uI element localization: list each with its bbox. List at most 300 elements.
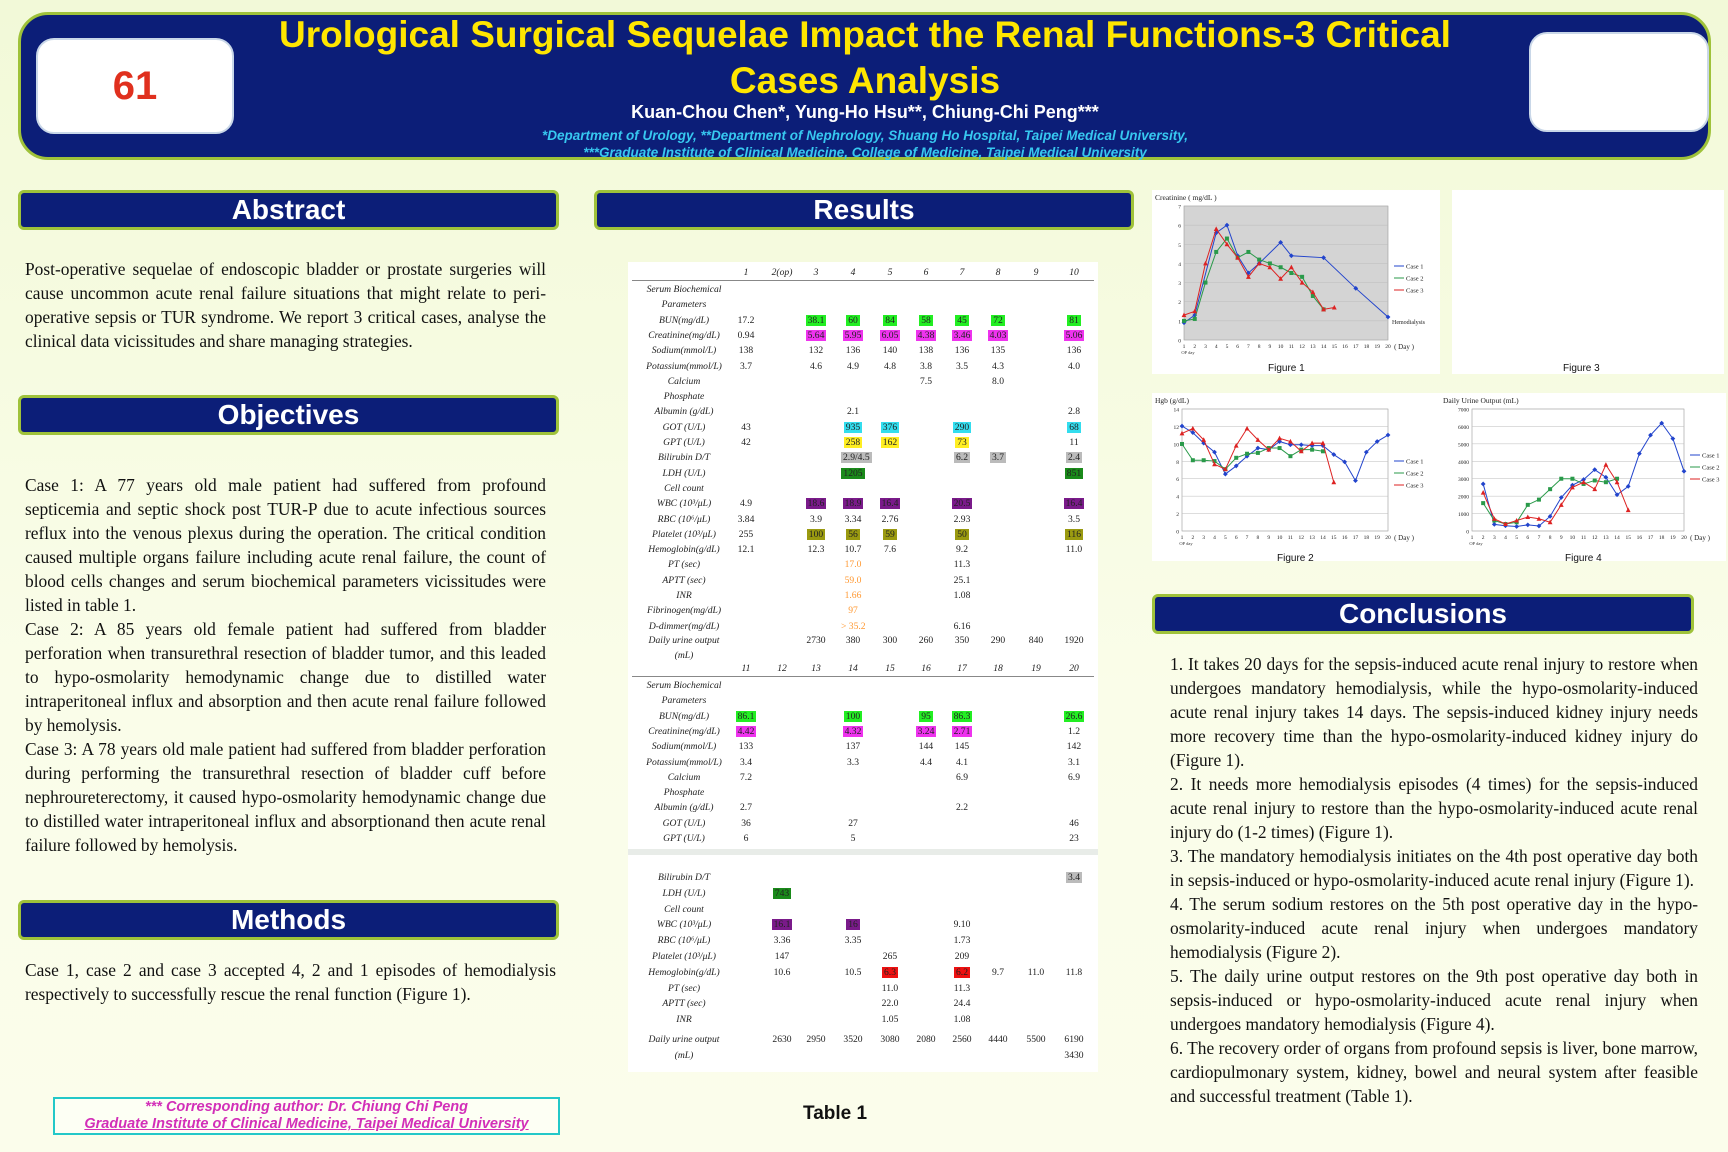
table-cell: 5.06: [1065, 329, 1083, 341]
table-cell: 1.05: [881, 1014, 899, 1026]
legend-label: Case 3: [1702, 476, 1720, 484]
data-point: [1604, 480, 1608, 484]
table-row: [628, 635, 1098, 649]
x-tick-label: 3: [1204, 344, 1207, 350]
table-cell: 11.0: [1065, 544, 1083, 556]
y-tick-label: 6: [1178, 223, 1181, 230]
table-cell: 4.8: [884, 360, 896, 372]
table-row: [628, 621, 1098, 635]
table-row: [628, 833, 1098, 847]
day-header: 8: [995, 267, 1001, 278]
chart-title: Hgb (g/dL): [1155, 396, 1189, 405]
row-label: RBC (10⁶/μL): [657, 935, 711, 947]
x-tick-label: 7: [1245, 535, 1249, 541]
table-cell: 935: [845, 421, 861, 433]
x-tick-label: 17: [1352, 535, 1359, 541]
results-heading: Results: [594, 190, 1134, 230]
day-header: 7: [959, 267, 965, 278]
table-cell: 4.9: [847, 360, 859, 372]
chart-title: Creatinine ( mg/dL ): [1155, 193, 1217, 202]
y-tick-label: 3: [1178, 281, 1181, 288]
data-point: [1256, 451, 1260, 455]
x-tick-label: 1: [1180, 535, 1184, 541]
table-cell: 2730: [806, 634, 826, 646]
table-cell: 3.7: [992, 452, 1004, 464]
data-point: [1548, 487, 1552, 491]
table-cell: 209: [954, 951, 970, 962]
table-cell: 136: [954, 345, 970, 357]
day-header: 15: [885, 663, 895, 674]
objectives-case3: Case 3: A 78 years old male patient had suffered from bladder perforation during performing the transurethral resection of bladder cuff before nephroureterectomy, it caused hypo-osmolarity hemodynamic change due to distilled water intraperitoneal influx and absorptionand then acute renal failure followed by hemolysis.: [25, 739, 546, 855]
table-cell: 380: [845, 634, 861, 646]
table-cell: 3.9: [810, 513, 822, 525]
x-tick-label: 14: [1614, 535, 1620, 541]
row-label: Sodium(mmol/L): [651, 741, 717, 753]
table-row: [628, 802, 1098, 816]
table-row: [628, 468, 1098, 482]
table-cell: 68: [1069, 421, 1079, 433]
row-label: WBC (10³/μL): [656, 919, 712, 931]
table-cell: 6.2: [956, 452, 968, 464]
table-cell: 86.3: [953, 710, 971, 722]
table-cell: 2.1: [847, 406, 859, 418]
data-point: [1214, 250, 1218, 254]
x-tick-label: 8: [1257, 344, 1261, 350]
day-header: 5: [887, 267, 893, 278]
row-label: GPT (U/L): [663, 833, 705, 844]
affiliations: [250, 127, 1480, 161]
day-header: 20: [1069, 663, 1079, 674]
table-cell: 9.2: [956, 544, 968, 556]
table-row: [628, 711, 1098, 725]
day-header: 16: [921, 663, 931, 674]
y-tick-label: 7: [1178, 204, 1181, 211]
table-row: [628, 680, 1098, 694]
x-tick-label: 16: [1636, 535, 1643, 541]
table-cell: 3.24: [917, 725, 935, 737]
table-cell: 290: [990, 634, 1006, 646]
y-tick-label: 4: [1178, 261, 1181, 268]
table-cell: 1.08: [953, 590, 971, 601]
x-tick-label: 6: [1236, 344, 1240, 350]
table-cell: 42: [741, 437, 751, 448]
x-tick-label: 20: [1385, 344, 1391, 350]
day-header: 2(op): [771, 267, 793, 278]
affiliation-line-1: *Department of Urology, **Department of Nephrology, Shuang Ho Hospital, Taipei Medical University,: [541, 128, 1189, 143]
table-cell: 100: [845, 710, 861, 722]
table-cell: 2.4: [1068, 452, 1080, 464]
row-label: LDH (U/L): [662, 887, 706, 899]
conclusions-heading: Conclusions: [1152, 594, 1694, 634]
x-tick-label: 14: [1320, 535, 1326, 541]
row-label: Cell count: [664, 482, 704, 494]
data-point: [1193, 317, 1197, 321]
x-axis-label: ( Day ): [1394, 534, 1414, 542]
x-tick-label: 5: [1225, 344, 1229, 350]
x-tick-label: 7: [1537, 535, 1541, 541]
table-cell: 3520: [843, 1034, 863, 1046]
row-label: Potassium(mmol/L): [646, 756, 722, 768]
table-cell: 3430: [1064, 1050, 1084, 1061]
table-cell: 11.3: [953, 559, 971, 571]
row-label: WBC (10³/μL): [656, 498, 712, 510]
row-label: PT (sec): [667, 559, 701, 571]
table-rule: [632, 280, 1094, 281]
table-cell: 3.46: [953, 329, 971, 341]
table-row: [628, 590, 1098, 604]
x-tick-label: 15: [1331, 535, 1337, 541]
table-row: [628, 514, 1098, 528]
x-tick-label: 17: [1353, 344, 1359, 350]
table-cell: 6.2: [956, 966, 968, 978]
table-cell: 18.9: [844, 498, 862, 510]
table-cell: 58: [921, 314, 931, 326]
table-cell: 56: [848, 528, 858, 540]
conclusion-item: 6. The recovery order of organs from profound sepsis is liver, bone marrow, cardiopulmonary system, kidney, bowel and neural system after feasible and successful treatment (Table 1).: [1170, 1038, 1698, 1106]
logo-placeholder: [1529, 32, 1709, 132]
conclusions-list: [1170, 652, 1698, 1108]
table-cell: 138: [918, 345, 934, 357]
data-point: [1203, 281, 1207, 285]
x-tick-label: 15: [1625, 535, 1631, 541]
row-label: INR: [676, 590, 692, 601]
table-cell: 260: [918, 634, 934, 646]
table-cell: 16.1: [773, 919, 791, 931]
table-cell: 26.6: [1065, 710, 1083, 722]
table-cell: 27: [848, 817, 858, 829]
x-tick-label: 11: [1580, 535, 1587, 541]
table-cell: 4440: [988, 1034, 1008, 1046]
x-tick-label: 8: [1548, 535, 1552, 541]
table-cell: 3.36: [773, 935, 791, 947]
legend-label: Case 1: [1406, 458, 1424, 466]
figure-4-chart: [1440, 393, 1726, 561]
table-row: [628, 452, 1098, 466]
table-cell: 10.7: [844, 544, 862, 556]
table-cell: 6: [743, 833, 749, 844]
day-header: 14: [848, 663, 858, 674]
table-row: [628, 872, 1098, 886]
table-cell: 2630: [772, 1034, 792, 1046]
row-label: Creatinine(mg/dL): [648, 329, 720, 341]
table-cell: 11: [1069, 437, 1079, 448]
table-cell: 22.0: [881, 998, 899, 1010]
table-cell: 255: [738, 528, 754, 540]
table-separator: [628, 849, 1098, 855]
table-row: [628, 422, 1098, 436]
y-tick-label: 8: [1176, 459, 1179, 466]
table-cell: 4.4: [920, 756, 932, 768]
table-cell: 8.0: [992, 375, 1004, 387]
table-header-row: [628, 663, 1098, 677]
x-tick-label: 12: [1299, 344, 1305, 350]
row-label: Serum Biochemical: [646, 680, 722, 691]
data-point: [1182, 319, 1186, 323]
table-cell: 12.1: [737, 544, 755, 556]
y-tick-label: 2000: [1458, 494, 1469, 501]
table-row: [628, 391, 1098, 405]
table-row: [628, 376, 1098, 390]
row-label: Bilirubin D/T: [658, 452, 710, 464]
table-cell: 2.8: [1068, 406, 1080, 418]
x-tick-label: 12: [1591, 535, 1598, 541]
table-cell: 135: [990, 345, 1006, 357]
authors: Kuan-Chou Chen*, Yung-Ho Hsu**, Chiung-Chi Peng***: [631, 102, 1099, 122]
legend-label: Case 3: [1406, 482, 1424, 490]
table-cell: 43: [741, 421, 751, 433]
x-tick-label: 8: [1256, 535, 1260, 541]
row-label: Fibrinogen(mg/dL): [646, 605, 722, 617]
table-cell: 9.7: [992, 966, 1004, 978]
day-header: 13: [811, 663, 821, 674]
data-point: [1225, 237, 1229, 241]
table-row: [628, 406, 1098, 420]
row-label: APTT (sec): [662, 998, 706, 1010]
table-cell: 17.2: [737, 314, 755, 326]
table-cell: 142: [1066, 741, 1082, 753]
table-row: [628, 315, 1098, 329]
table-cell: 136: [1066, 345, 1082, 357]
figure-1-chart: [1152, 190, 1440, 374]
table-cell: 81: [1069, 314, 1079, 326]
table-cell: 17.0: [844, 559, 862, 571]
table-row: [628, 951, 1098, 965]
row-label: BUN(mg/dL): [658, 710, 710, 722]
row-label: Hemoglobin(g/dL): [648, 966, 720, 978]
x-note: OP day: [1469, 541, 1483, 546]
plot-area: [1182, 409, 1388, 531]
data-point: [1234, 456, 1238, 460]
table-cell: 4.0: [1068, 360, 1080, 372]
row-label: Phosphate: [663, 787, 705, 799]
affiliation-line-2: ***Graduate Institute of Clinical Medicine, College of Medicine, Taipei Medical University: [583, 145, 1147, 160]
table-row: [628, 757, 1098, 771]
x-tick-label: 10: [1569, 535, 1576, 541]
methods-heading: Methods: [18, 900, 559, 940]
day-header: 12: [777, 663, 787, 674]
table-cell: 6.3: [884, 966, 896, 978]
table-cell: 1.08: [953, 1014, 971, 1026]
table-row: [628, 361, 1098, 375]
table-row: [628, 983, 1098, 997]
objectives-case2: Case 2: A 85 years old female patient had suffered from bladder perforation when transurethral resection of bladder tumor, and this leaded to hypo-osmolarity hemodynamic change due to distilled water intraperitoneal influx and absorption and then acute renal failure followed by hemolysis.: [25, 619, 546, 735]
table-cell: 2.2: [956, 802, 968, 814]
table-row: [628, 284, 1098, 298]
table-cell: 59: [885, 528, 895, 540]
table-cell: 11.0: [1027, 966, 1045, 978]
day-header: 4: [850, 267, 856, 278]
table-cell: 12.3: [807, 544, 825, 556]
x-tick-label: 3: [1202, 535, 1206, 541]
conclusion-item: 5. The daily urine output restores on the 9th post operative day both in sepsis-induced or hypo-osmolarity-induced acute renal injury when undergoes mandatory hemodialysis (Figure 4).: [1170, 966, 1698, 1034]
x-tick-label: 4: [1213, 535, 1216, 541]
row-label: Albumin (g/dL): [654, 802, 714, 814]
x-tick-label: 1: [1470, 535, 1474, 541]
table-row: [628, 544, 1098, 558]
x-note: OP day: [1181, 350, 1195, 355]
abstract-text: Post-operative sequelae of endoscopic bladder or prostate surgeries will cause uncommon acute renal failure situations that might relate to peri-operative sepsis or TUR syndrome. We report 3 critical cases, analyse the clinical data vicissitudes and share managing strategies.: [25, 259, 546, 351]
table-cell: 376: [882, 421, 898, 433]
data-point: [1191, 458, 1195, 462]
table-row: [628, 1014, 1098, 1028]
table-cell: 3.4: [1068, 872, 1080, 883]
table-cell: 1.73: [953, 935, 971, 947]
table-cell: 100: [808, 528, 824, 540]
table-cell: 45: [957, 314, 967, 326]
x-tick-label: 13: [1310, 344, 1316, 350]
table-cell: 3.8: [920, 360, 932, 372]
legend-label: Case 3: [1406, 287, 1424, 295]
corresponding-author-box: [53, 1097, 560, 1135]
data-point: [1310, 448, 1314, 452]
table-row: [628, 1034, 1098, 1048]
x-tick-label: 10: [1276, 535, 1283, 541]
x-tick-label: 7: [1247, 344, 1250, 350]
x-tick-label: 13: [1309, 535, 1315, 541]
table-cell: 1.66: [844, 590, 862, 601]
table-cell: 3.35: [844, 935, 862, 947]
table-row: [628, 605, 1098, 619]
row-label: Parameters: [661, 299, 707, 311]
row-label: Bilirubin D/T: [658, 872, 710, 883]
data-point: [1559, 477, 1563, 481]
y-tick-label: 14: [1173, 407, 1179, 414]
row-label: RBC (10⁶/μL): [657, 513, 711, 525]
table-cell: 9.10: [953, 919, 971, 931]
table-row: [628, 483, 1098, 497]
figure-4-label: Figure 4: [1565, 553, 1602, 564]
table-row: [628, 299, 1098, 313]
x-tick-label: 12: [1298, 535, 1305, 541]
x-tick-label: 16: [1341, 535, 1348, 541]
x-tick-label: 9: [1268, 344, 1272, 350]
table-cell: 137: [845, 741, 861, 753]
y-tick-label: 5000: [1458, 442, 1469, 449]
table-row: [628, 575, 1098, 589]
figure-4: [1440, 393, 1726, 561]
x-tick-label: 20: [1385, 535, 1391, 541]
data-point: [1246, 250, 1250, 254]
table-cell: 3.5: [956, 360, 968, 372]
y-tick-label: 3000: [1458, 477, 1469, 484]
table-row: [628, 498, 1098, 512]
row-label: Potassium(mmol/L): [646, 360, 722, 372]
x-note: OP day: [1179, 541, 1193, 546]
table-cell: 265: [882, 951, 898, 962]
table-cell: 20.5: [953, 498, 971, 510]
row-label: Calcium: [667, 375, 701, 387]
table-cell: 258: [845, 437, 861, 448]
table-cell: 7.5: [920, 375, 932, 387]
table-1: [628, 262, 1098, 1072]
row-label: Platelet (10³/μL): [652, 528, 716, 540]
row-label: BUN(mg/dL): [658, 314, 710, 326]
objectives-text: [25, 473, 546, 857]
table-cell: 97: [848, 605, 858, 617]
table-cell: 2.93: [953, 513, 971, 525]
table-cell: 2.71: [953, 725, 971, 737]
table-cell: 2.9/4.5: [843, 452, 870, 464]
data-point: [1481, 501, 1485, 505]
title-line-2: Cases Analysis: [729, 60, 1001, 101]
x-tick-label: 10: [1277, 344, 1284, 350]
legend-label: Case 1: [1406, 263, 1424, 271]
plot-area: [1472, 409, 1684, 531]
day-header: 1: [743, 267, 749, 278]
table-cell: 2950: [806, 1034, 826, 1046]
y-tick-label: 2: [1176, 512, 1179, 519]
table-cell: 132: [808, 345, 824, 357]
row-label: Serum Biochemical: [646, 284, 722, 295]
table-cell: 136: [845, 345, 861, 357]
title-line-1: Urological Surgical Sequelae Impact the Renal Functions-3 Critical: [279, 14, 1451, 55]
table-cell: 73: [957, 437, 967, 448]
row-label: Sodium(mmol/L): [651, 345, 717, 357]
data-point: [1289, 271, 1293, 275]
table-cell: 2080: [916, 1034, 936, 1046]
table-row: [628, 1050, 1098, 1064]
conclusion-item: 3. The mandatory hemodialysis initiates on the 4th post operative day both in sepsis-induced or hypo-osmolarity-induced acute renal injury (Figure 1).: [1170, 846, 1698, 890]
table-cell: 16.4: [1065, 498, 1083, 510]
x-tick-label: 4: [1214, 344, 1218, 350]
table-cell: 300: [882, 634, 898, 646]
data-point: [1288, 454, 1292, 458]
figure-3: [1452, 190, 1724, 374]
table-cell: 23: [1069, 833, 1079, 844]
x-tick-label: 11: [1287, 535, 1294, 541]
table-cell: 140: [882, 345, 898, 357]
table-cell: 138: [738, 345, 754, 357]
data-point: [1526, 503, 1530, 507]
x-tick-label: 19: [1374, 344, 1381, 350]
table-cell: 4.6: [810, 360, 822, 372]
table-cell: 4.03: [989, 329, 1007, 341]
table-cell: 11.8: [1065, 966, 1083, 978]
x-tick-label: 9: [1559, 535, 1563, 541]
y-tick-label: 0: [1178, 338, 1181, 345]
day-header: 11: [741, 663, 751, 674]
row-label: Creatinine(mg/dL): [648, 725, 720, 737]
y-tick-label: 10: [1173, 442, 1179, 449]
figure-2: [1152, 393, 1440, 561]
table-row: [628, 904, 1098, 918]
data-point: [1245, 452, 1249, 456]
table-cell: 145: [954, 741, 970, 753]
x-tick-label: 18: [1363, 344, 1370, 350]
day-header: 9: [1033, 267, 1039, 278]
table-cell: 3.34: [844, 513, 862, 525]
table-cell: 4.1: [956, 756, 968, 768]
x-tick-label: 5: [1515, 535, 1519, 541]
table-cell: 5.95: [844, 329, 862, 341]
x-tick-label: 17: [1647, 535, 1654, 541]
conclusion-item: 2. It needs more hemodialysis episodes (4 times) for the sepsis-induced acute renal injury to restore than the hypo-osmolarity-induced acute renal injury do (1-2 times) (Figure 1).: [1170, 774, 1698, 842]
table-cell: 95: [921, 710, 931, 722]
x-tick-label: 14: [1320, 344, 1327, 350]
poster-number: 61: [36, 38, 234, 134]
x-tick-label: 4: [1504, 535, 1507, 541]
table-cell: 2560: [952, 1034, 972, 1046]
table-cell: 7.6: [884, 544, 896, 556]
table-1-label: Table 1: [803, 1103, 868, 1124]
x-tick-label: 18: [1363, 535, 1370, 541]
table-cell: 5.64: [807, 329, 825, 341]
table-row: [628, 787, 1098, 801]
legend-label: Case 2: [1406, 470, 1424, 478]
table-cell: 2.76: [881, 513, 899, 525]
y-tick-label: 1000: [1458, 512, 1469, 519]
table-cell: 24.4: [953, 998, 971, 1010]
